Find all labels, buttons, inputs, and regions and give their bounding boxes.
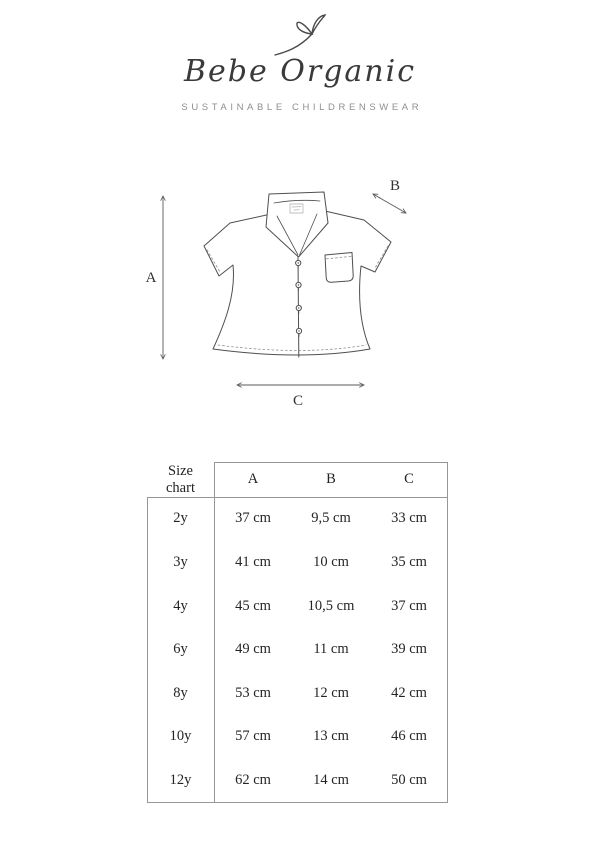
cell-b: 14 cm [313,771,349,788]
table-corner-header: Size chart [166,462,195,496]
arrow-b [373,194,406,213]
row-size-label: 8y [173,684,188,701]
branch-leaves-icon [272,12,328,60]
cell-b: 12 cm [313,684,349,701]
cell-a: 62 cm [235,771,271,788]
table-border-bottom [147,802,448,803]
brand-tagline: SUSTAINABLE CHILDRENSWEAR [181,102,423,113]
row-size-label: 2y [173,510,188,527]
cell-a: 45 cm [235,597,271,614]
cell-c: 42 cm [391,684,427,701]
row-size-label: 3y [173,554,188,570]
cell-c: 37 cm [391,597,427,614]
cell-a: 53 cm [235,684,271,701]
cell-b: 9,5 cm [311,510,351,527]
cell-a: 49 cm [235,641,271,658]
cell-c: 35 cm [391,554,427,570]
cell-c: 50 cm [391,771,427,788]
arrow-c-label: C [292,393,304,409]
cell-b: 13 cm [313,728,349,745]
cell-a: 41 cm [235,554,271,570]
cell-a: 57 cm [235,728,271,745]
shirt-technical-drawing [140,170,460,420]
cell-c: 33 cm [391,510,427,527]
column-header-a: A [247,471,259,488]
row-size-label: 10y [169,728,192,745]
brand-wordmark: Bebe Organic [183,54,417,89]
cell-c: 39 cm [391,641,427,658]
neck-label [290,204,303,213]
size-chart-table [147,462,449,803]
row-size-label: 6y [173,641,188,658]
arrow-b-label: B [389,178,401,194]
cell-c: 46 cm [391,728,427,745]
cell-b: 10,5 cm [307,597,355,614]
column-header-c: C [404,471,414,488]
shirt-sketch [204,192,391,357]
column-header-b: B [326,471,336,488]
cell-a: 37 cm [235,510,271,527]
cell-b: 11 cm [313,641,349,658]
cell-b: 10 cm [313,554,349,570]
row-size-label: 12y [169,771,192,788]
arrow-a-label: A [145,270,157,286]
row-size-label: 4y [173,597,188,614]
